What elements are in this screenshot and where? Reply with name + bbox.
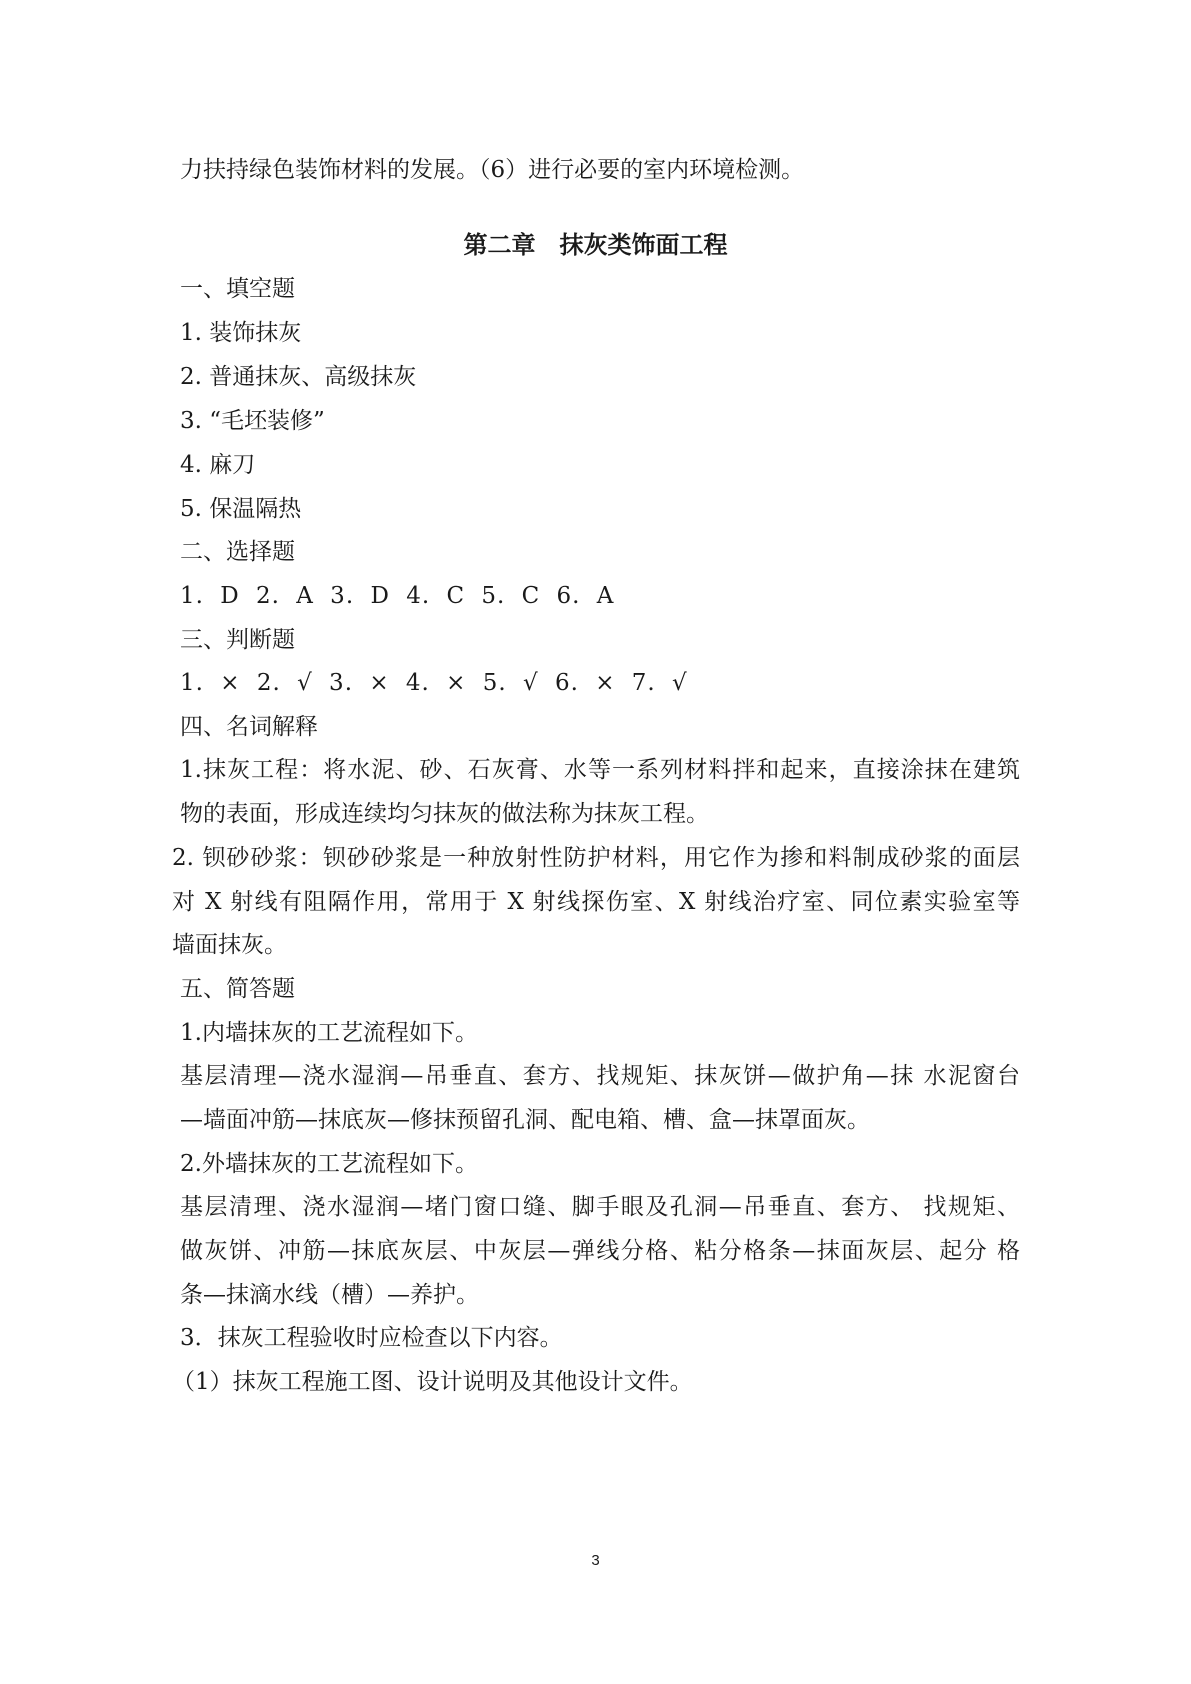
- section-heading-multiple-choice: 二、选择题: [180, 539, 295, 565]
- page-number: 3: [591, 1552, 600, 1569]
- answer-item: 2. 普通抹灰、高级抹灰: [180, 364, 417, 390]
- section-heading-short-answer: 五、简答题: [180, 976, 295, 1002]
- answer-row: 1. D 2. A 3. D 4. C 5. C 6. A: [180, 583, 615, 609]
- question-title: 2.外墙抹灰的工艺流程如下。: [180, 1151, 478, 1177]
- section-heading-fill-in: 一、填空题: [180, 276, 295, 302]
- paragraph-line: —墙面冲筋—抹底灰—修抹预留孔洞、配电箱、槽、盒—抹罩面灰。: [180, 1107, 870, 1133]
- list-item: （1）抹灰工程施工图、设计说明及其他设计文件。: [172, 1369, 693, 1395]
- paragraph-line: 条—抹滴水线（槽）—养护。: [180, 1282, 479, 1308]
- section-heading-terms: 四、名词解释: [180, 714, 318, 740]
- paragraph-line: 基层清理—浇水湿润—吊垂直、套方、找规矩、抹灰饼—做护角—抹 水泥窗台: [180, 1063, 1020, 1089]
- paragraph-line: 力扶持绿色装饰材料的发展。（6）进行必要的室内环境检测。: [180, 157, 805, 183]
- question-title: 1.内墙抹灰的工艺流程如下。: [180, 1020, 478, 1046]
- paragraph-line: 基层清理、浇水湿润—堵门窗口缝、脚手眼及孔洞—吊垂直、套方、 找规矩、: [180, 1194, 1020, 1220]
- paragraph-line: 墙面抹灰。: [172, 932, 287, 958]
- question-title: 3．抹灰工程验收时应检查以下内容。: [180, 1325, 563, 1351]
- answer-item: 3. “毛坯装修”: [180, 408, 325, 434]
- answer-item: 1. 装饰抹灰: [180, 320, 302, 346]
- section-heading-true-false: 三、判断题: [180, 627, 295, 653]
- paragraph-line: 做灰饼、冲筋—抹底灰层、中灰层—弹线分格、粘分格条—抹面灰层、起分 格: [180, 1238, 1020, 1264]
- paragraph-line: 对 X 射线有阻隔作用，常用于 X 射线探伤室、X 射线治疗室、同位素实验室等: [172, 889, 1020, 915]
- answer-item: 4. 麻刀: [180, 452, 256, 478]
- answer-item: 5. 保温隔热: [180, 496, 302, 522]
- paragraph-line: 2. 钡砂砂浆：钡砂砂浆是一种放射性防护材料，用它作为掺和料制成砂浆的面层: [172, 845, 1020, 871]
- paragraph-line: 物的表面，形成连续均匀抹灰的做法称为抹灰工程。: [180, 801, 709, 827]
- answer-row: 1. × 2. √ 3. × 4. × 5. √ 6. × 7. √: [180, 670, 688, 696]
- paragraph-line: 1.抹灰工程：将水泥、砂、石灰膏、水等一系列材料拌和起来，直接涂抹在建筑: [180, 757, 1020, 783]
- chapter-title: 第二章 抹灰类饰面工程: [463, 230, 728, 259]
